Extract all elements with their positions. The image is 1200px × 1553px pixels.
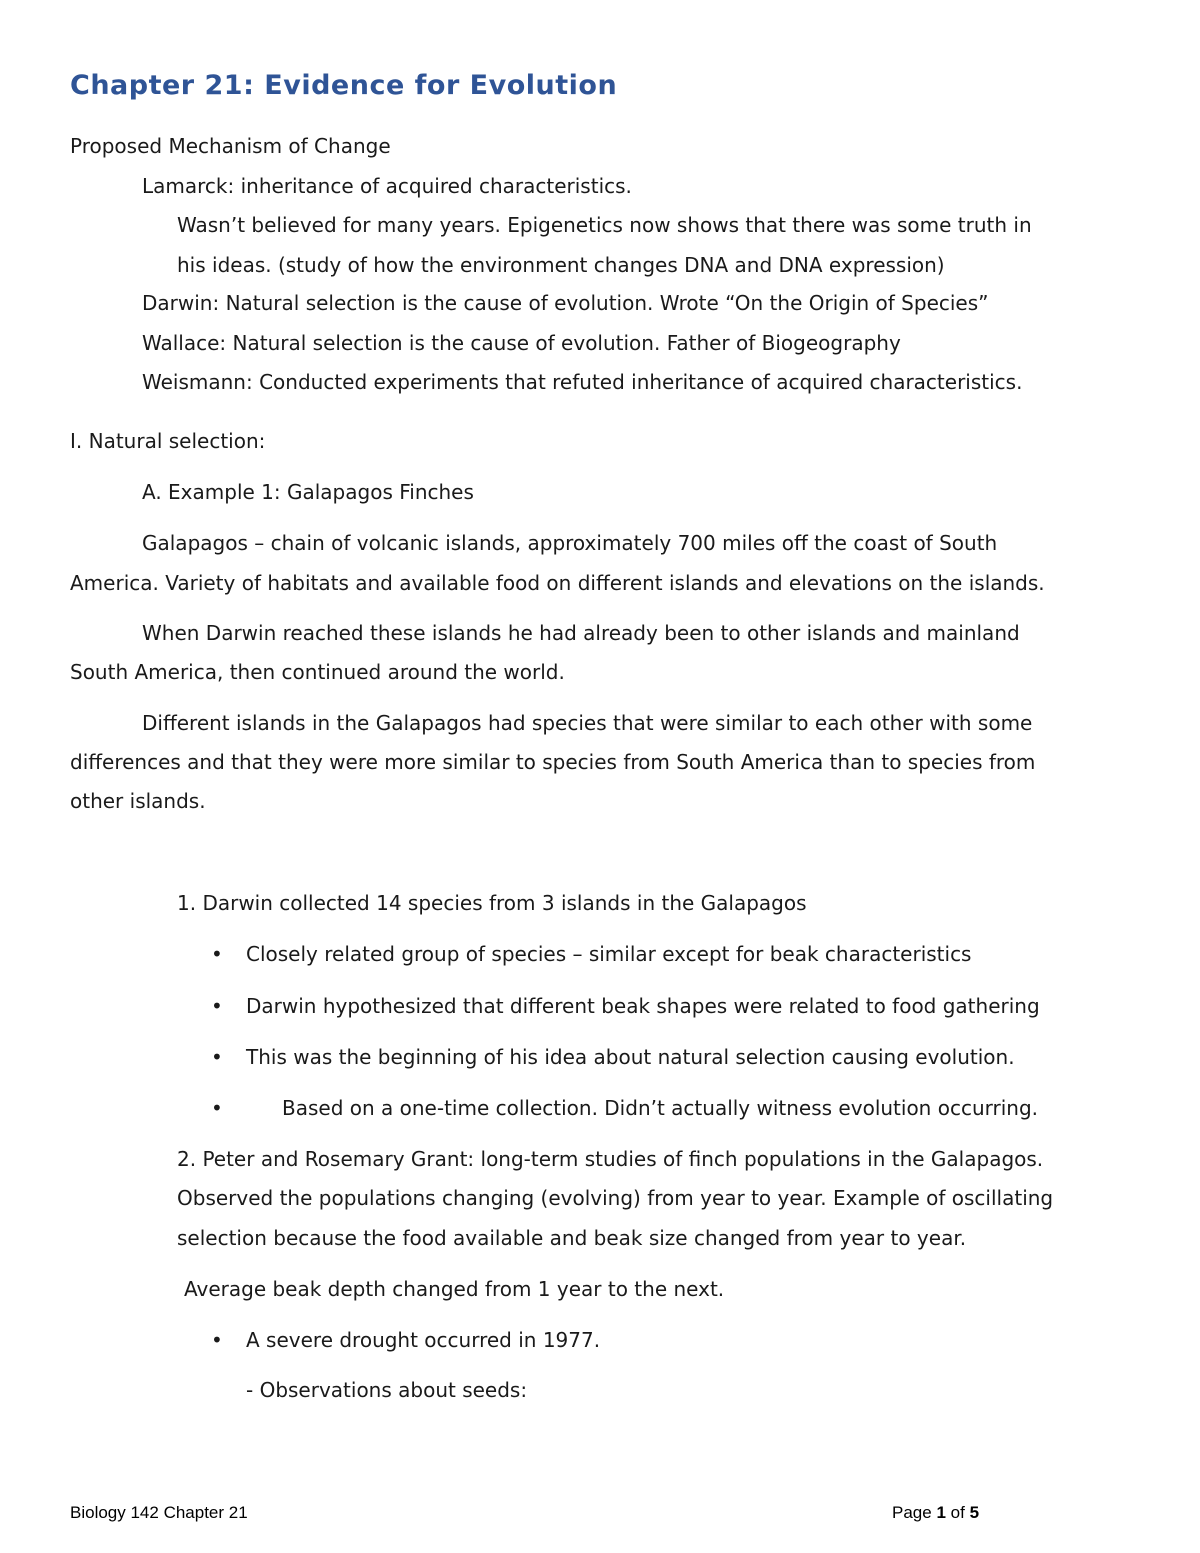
footer-page-word: Page: [892, 1503, 932, 1522]
paragraph-species-3: other islands.: [70, 789, 206, 813]
paragraph-galapagos-2: America. Variety of habitats and available food on different islands and elevations on the islands.: [70, 571, 1045, 595]
text-wallace: Wallace: Natural selection is the cause of evolution. Father of Biogeography: [142, 331, 901, 355]
numbered-item-2-line-1: 2. Peter and Rosemary Grant: long-term studies of finch populations in the Galapagos.: [177, 1147, 1044, 1171]
numbered-item-2-line-2: Observed the populations changing (evolving) from year to year. Example of oscillating: [177, 1186, 1054, 1210]
page-title: Chapter 21: Evidence for Evolution: [70, 70, 618, 101]
bullet-item-related-species: Closely related group of species – similar except for beak characteristics: [246, 942, 972, 966]
paragraph-species-2: differences and that they were more similar to species from South America than to species from: [70, 750, 1036, 774]
text-average-beak-depth: Average beak depth changed from 1 year to the next.: [184, 1277, 725, 1301]
bullet-glyph: •: [211, 942, 223, 966]
bullet-item-drought: A severe drought occurred in 1977.: [246, 1328, 601, 1352]
bullet-item-one-time-collection: Based on a one-time collection. Didn’t actually witness evolution occurring.: [282, 1096, 1038, 1120]
paragraph-galapagos-1: Galapagos – chain of volcanic islands, approximately 700 miles off the coast of South: [142, 531, 998, 555]
bullet-item-beginning-idea: This was the beginning of his idea about natural selection causing evolution.: [246, 1045, 1015, 1069]
numbered-item-1: 1. Darwin collected 14 species from 3 islands in the Galapagos: [177, 891, 807, 915]
text-lamarck: Lamarck: inheritance of acquired characteristics.: [142, 174, 632, 198]
bullet-glyph: •: [211, 994, 223, 1018]
section-heading-mechanism: Proposed Mechanism of Change: [70, 134, 391, 158]
paragraph-darwin-travel-1: When Darwin reached these islands he had already been to other islands and mainland: [142, 621, 1020, 645]
footer-of-word: of: [950, 1503, 965, 1522]
numbered-item-2-line-3: selection because the food available and beak size changed from year to year.: [177, 1226, 967, 1250]
section-heading-natural-selection: I. Natural selection:: [70, 429, 266, 453]
footer-course-label: Biology 142 Chapter 21: [70, 1503, 248, 1522]
paragraph-species-1: Different islands in the Galapagos had species that were similar to each other with some: [142, 711, 1033, 735]
bullet-item-beak-shapes: Darwin hypothesized that different beak shapes were related to food gathering: [246, 994, 1040, 1018]
bullet-glyph: •: [211, 1328, 223, 1352]
text-lamarck-note-2: his ideas. (study of how the environment changes DNA and DNA expression): [177, 253, 945, 277]
text-weismann: Weismann: Conducted experiments that refuted inheritance of acquired characteristics.: [142, 370, 1023, 394]
paragraph-darwin-travel-2: South America, then continued around the world.: [70, 660, 565, 684]
footer-page-number: [892, 1503, 979, 1523]
footer-page-total: 5: [969, 1503, 980, 1522]
text-lamarck-note-1: Wasn’t believed for many years. Epigenetics now shows that there was some truth in: [177, 213, 1032, 237]
subheading-example-1: A. Example 1: Galapagos Finches: [142, 480, 474, 504]
text-seed-observations: - Observations about seeds:: [246, 1378, 528, 1402]
bullet-glyph: •: [211, 1045, 223, 1069]
text-darwin: Darwin: Natural selection is the cause of evolution. Wrote “On the Origin of Species”: [142, 291, 989, 315]
bullet-glyph: •: [211, 1096, 223, 1120]
footer-page-current: 1: [936, 1503, 946, 1522]
